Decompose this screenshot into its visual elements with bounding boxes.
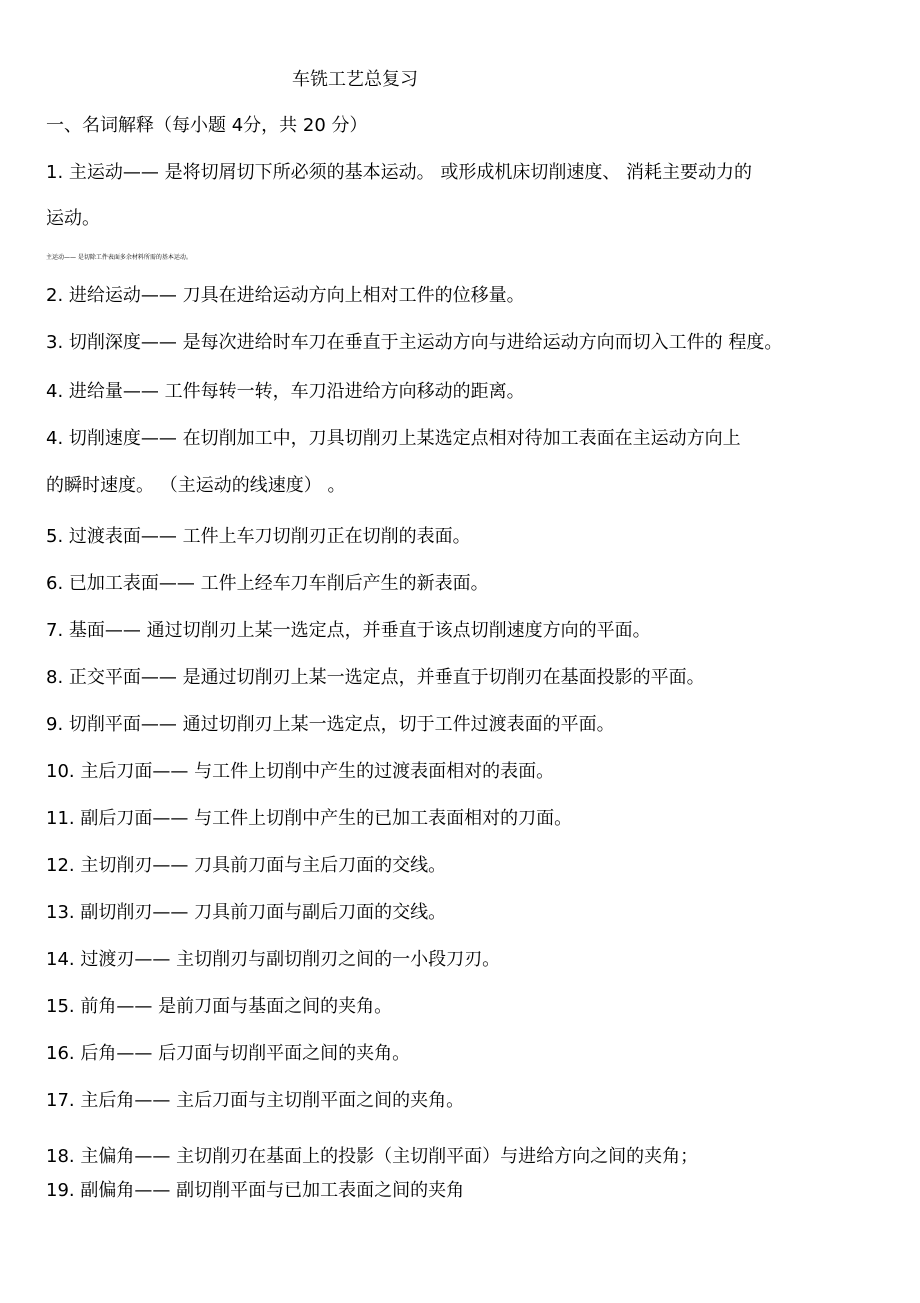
- definition-line: 5. 过渡表面—— 工件上车刀切削刃正在切削的表面。: [46, 526, 471, 547]
- section-heading: 一、名词解释（每小题 4分，共 20 分）: [46, 115, 368, 136]
- definition-line: 6. 已加工表面—— 工件上经车刀车削后产生的新表面。: [46, 573, 489, 594]
- definition-line: 1. 主运动—— 是将切屑切下所必须的基本运动。 或形成机床切削速度、 消耗主要动力的: [46, 162, 753, 183]
- definition-line: 8. 正交平面—— 是通过切削刃上某一选定点，并垂直于切削刃在基面投影的平面。: [46, 667, 705, 688]
- definition-line: 10. 主后刀面—— 与工件上切削中产生的过渡表面相对的表面。: [46, 761, 555, 782]
- definition-line: 18. 主偏角—— 主切削刃在基面上的投影（主切削平面）与进给方向之间的夹角；: [46, 1146, 699, 1167]
- definition-line: 4. 进给量—— 工件每转一转，车刀沿进给方向移动的距离。: [46, 381, 525, 402]
- definition-line: 11. 副后刀面—— 与工件上切削中产生的已加工表面相对的刀面。: [46, 808, 573, 829]
- definition-line: 16. 后角—— 后刀面与切削平面之间的夹角。: [46, 1043, 411, 1064]
- definition-line: 15. 前角—— 是前刀面与基面之间的夹角。: [46, 996, 393, 1017]
- definition-note: 主运动—— 是切除工件表面多余材料所需的基本运动。: [46, 254, 192, 261]
- definition-line: 7. 基面—— 通过切削刃上某一选定点，并垂直于该点切削速度方向的平面。: [46, 620, 651, 641]
- definition-line: 的瞬时速度。 （主运动的线速度） 。: [46, 475, 346, 496]
- definition-line: 3. 切削深度—— 是每次进给时车刀在垂直于主运动方向与进给运动方向而切入工件的 程度。: [46, 332, 783, 353]
- definition-line: 4. 切削速度—— 在切削加工中，刀具切削刃上某选定点相对待加工表面在主运动方向上: [46, 428, 741, 449]
- definition-line: 13. 副切削刃—— 刀具前刀面与副后刀面的交线。: [46, 902, 447, 923]
- definition-line: 14. 过渡刃—— 主切削刃与副切削刃之间的一小段刀刃。: [46, 949, 501, 970]
- definition-line: 17. 主后角—— 主后刀面与主切削平面之间的夹角。: [46, 1090, 465, 1111]
- definition-line: 运动。: [46, 208, 100, 229]
- page-title: 车铣工艺总复习: [292, 69, 418, 90]
- definition-line: 19. 副偏角—— 副切削平面与已加工表面之间的夹角: [46, 1180, 465, 1201]
- definition-line: 12. 主切削刃—— 刀具前刀面与主后刀面的交线。: [46, 855, 447, 876]
- definition-line: 9. 切削平面—— 通过切削刃上某一选定点，切于工件过渡表面的平面。: [46, 714, 615, 735]
- definition-line: 2. 进给运动—— 刀具在进给运动方向上相对工件的位移量。: [46, 285, 525, 306]
